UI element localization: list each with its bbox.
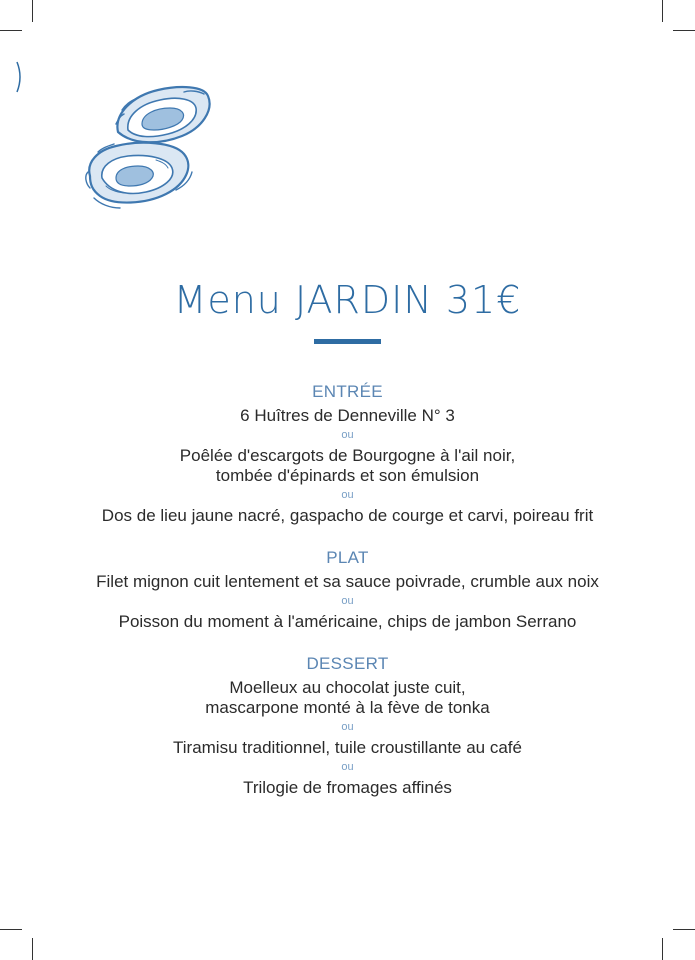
dish-line: 6 Huîtres de Denneville N° 3 xyxy=(240,406,455,425)
crop-mark-top-right xyxy=(662,0,663,22)
separator-ou: ou xyxy=(341,489,354,501)
menu-title: Menu JARDIN 31€ xyxy=(173,278,522,322)
dish xyxy=(0,406,695,426)
dish-line: Poêlée d'escargots de Bourgogne à l'ail noir, xyxy=(179,446,516,465)
dish xyxy=(0,612,695,632)
dish xyxy=(0,778,695,798)
crop-mark-bottom-left xyxy=(32,938,33,960)
dish-line: Filet mignon cuit lentement et sa sauce poivrade, crumble aux noix xyxy=(96,572,599,591)
separator-ou: ou xyxy=(341,429,354,441)
separator-ou: ou xyxy=(341,761,354,773)
dish-line: Poisson du moment à l'américaine, chips de jambon Serrano xyxy=(118,612,577,631)
section-dessert xyxy=(0,652,695,798)
dish-line: Tiramisu traditionnel, tuile croustillante au café xyxy=(173,738,522,757)
crop-mark-bottom-right xyxy=(662,938,663,960)
dish xyxy=(0,506,695,526)
registration-bracket xyxy=(14,60,24,94)
oyster-illustration xyxy=(80,80,220,215)
section-plat xyxy=(0,546,695,632)
dish xyxy=(0,446,695,486)
crop-mark-bottom-right-h xyxy=(673,929,695,930)
crop-mark-top-left-h xyxy=(0,30,22,31)
menu-body xyxy=(0,380,695,818)
dish-line: Dos de lieu jaune nacré, gaspacho de courge et carvi, poireau frit xyxy=(101,506,594,525)
dish xyxy=(0,738,695,758)
section-heading: ENTRÉE xyxy=(312,382,383,401)
separator-ou: ou xyxy=(341,595,354,607)
crop-mark-bottom-left-h xyxy=(0,929,22,930)
section-heading: DESSERT xyxy=(306,654,389,673)
crop-mark-top-left xyxy=(32,0,33,22)
title-underline xyxy=(314,339,381,344)
dish xyxy=(0,678,695,718)
dish xyxy=(0,572,695,592)
dish-line: tombée d'épinards et son émulsion xyxy=(215,466,480,485)
dish-line: mascarpone monté à la fève de tonka xyxy=(205,698,490,717)
dish-line: Moelleux au chocolat juste cuit, xyxy=(229,678,466,697)
section-entree xyxy=(0,380,695,526)
dish-line: Trilogie de fromages affinés xyxy=(243,778,452,797)
separator-ou: ou xyxy=(341,721,354,733)
section-heading: PLAT xyxy=(326,548,369,567)
crop-mark-top-right-h xyxy=(673,30,695,31)
